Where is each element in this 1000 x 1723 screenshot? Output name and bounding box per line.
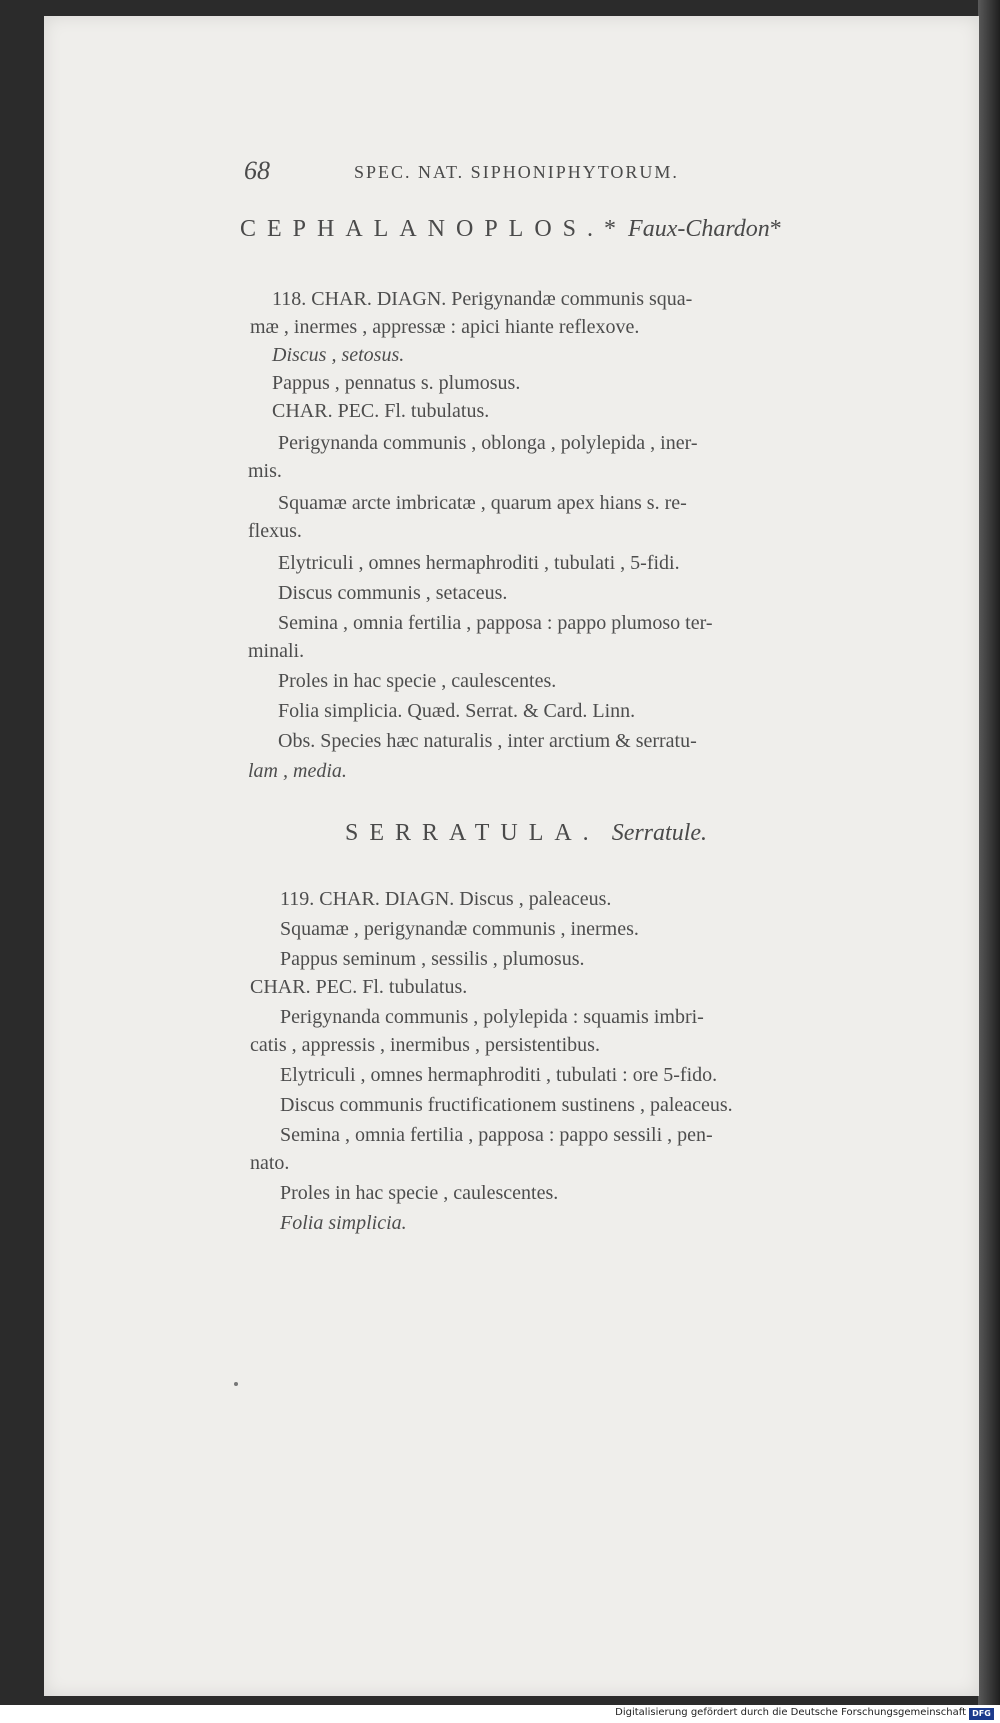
text-line: Proles in hac specie , caulescentes. [278,670,557,692]
text-line: 119. CHAR. DIAGN. Discus , paleaceus. [280,888,612,910]
text-line: Semina , omnia fertilia , papposa : pappo plumoso ter- [278,612,713,634]
book-edge [978,0,1000,1705]
text-line: Perigynanda communis , oblonga , polylepida , iner- [278,432,698,454]
page-number: 68 [244,156,270,185]
text-line: Perigynanda communis , polylepida : squamis imbri- [280,1006,704,1028]
text-line: Proles in hac specie , caulescentes. [280,1182,559,1204]
text-line: mæ , inermes , appressæ : apici hiante reflexove. [250,316,640,338]
text-line: Folia simplicia. Quæd. Serrat. & Card. Linn. [278,700,636,722]
text-line: 118. CHAR. DIAGN. Perigynandæ communis squa- [272,288,693,310]
text-line: catis , appressis , inermibus , persistentibus. [250,1034,600,1056]
ink-speck [234,1382,238,1386]
section-title-serratula [345,820,707,847]
text-line: Elytriculi , omnes hermaphroditi , tubulati , 5-fidi. [278,552,680,574]
text-line: Pappus , pennatus s. plumosus. [272,372,521,394]
running-head [244,156,764,186]
text-line: Discus communis fructificationem sustinens , paleaceus. [280,1094,733,1116]
dfg-logo: DFG [969,1708,994,1720]
text-line: Squamæ , perigynandæ communis , inermes. [280,918,639,940]
text-line: Folia simplicia. [280,1212,407,1234]
text-line: lam , media. [248,760,347,782]
footer-credit: Digitalisierung gefördert durch die Deutsche Forschungsgemeinschaft [615,1707,966,1718]
text-line: minali. [248,640,305,662]
vernacular-name: Faux-Chardon [628,216,770,242]
text-line: CHAR. PEC. Fl. tubulatus. [250,976,468,998]
genus-name: SERRATULA. [345,820,600,846]
text-line: Discus communis , setaceus. [278,582,508,604]
vernacular-name: Serratule. [611,820,708,846]
text-line: Obs. Species hæc naturalis , inter arctium & serratu- [278,730,697,752]
text-line: Pappus seminum , sessilis , plumosus. [280,948,585,970]
text-line: flexus. [248,520,302,542]
genus-name: CEPHALANOPLOS. [240,216,605,242]
book-page [44,16,979,1696]
text-line: Discus , setosus. [272,344,405,366]
text-line: Elytriculi , omnes hermaphroditi , tubulati : ore 5-fido. [280,1064,718,1086]
text-line: Semina , omnia fertilia , papposa : pappo sessili , pen- [280,1124,713,1146]
text-line: mis. [248,460,282,482]
footer-bar [0,1705,1000,1723]
running-title: SPEC. NAT. SIPHONIPHYTORUM. [354,162,679,182]
text-line: nato. [250,1152,290,1174]
text-line: Squamæ arcte imbricatæ , quarum apex hians s. re- [278,492,687,514]
section-title-cephalanoplos: CEPHALANOPLOS.* Faux-Chardon* [240,216,782,242]
text-line: CHAR. PEC. Fl. tubulatus. [272,400,490,422]
